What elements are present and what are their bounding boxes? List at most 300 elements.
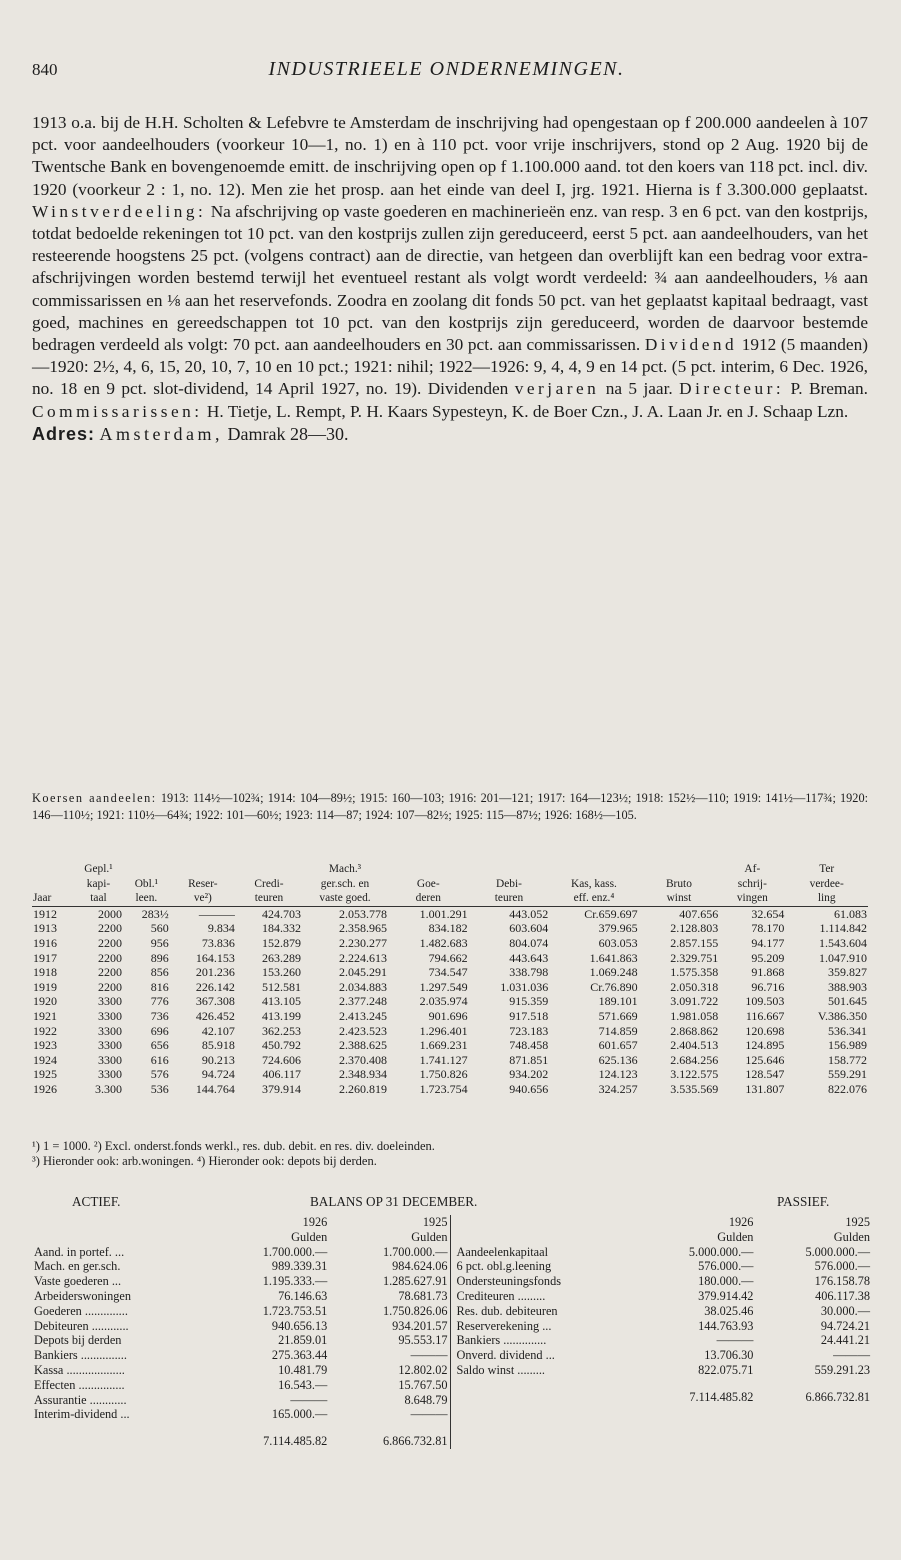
amount-1926: 5.000.000.— <box>688 1244 754 1259</box>
column-header <box>32 862 74 877</box>
passief-row <box>455 1363 873 1378</box>
table-cell: 120.698 <box>745 1023 785 1038</box>
amount-1926: 940.656.13 <box>271 1318 328 1333</box>
actief-row <box>32 1378 450 1393</box>
item-label: Res. dub. debiteuren <box>456 1303 558 1318</box>
table-cell: 2200 <box>97 935 122 950</box>
table-cell: V.386.350 <box>817 1008 867 1023</box>
actief-total-row <box>32 1422 450 1449</box>
table-row <box>32 1082 868 1097</box>
table-row <box>32 1053 868 1068</box>
table-cell: 379.914 <box>262 1081 302 1096</box>
share-prices-label: Koersen aandeelen: <box>32 791 157 805</box>
table-cell: 152.879 <box>262 935 302 950</box>
table-row <box>32 980 868 995</box>
column-header: vingen <box>736 892 768 905</box>
column-header: teuren <box>254 892 284 905</box>
table-cell: 2.053.778 <box>302 906 388 921</box>
amount-1925: 1.750.826.06 <box>382 1303 448 1318</box>
table-cell: 1917 <box>33 950 57 965</box>
note-line: ¹) 1 = 1000. ²) Excl. onderst.fonds werkl., res. dub. debit. en res. div. doeleinden. <box>32 1139 435 1153</box>
actief-label: ACTIEF. <box>72 1194 121 1209</box>
table-cell: 2.230.277 <box>338 935 387 950</box>
table-row <box>32 1024 868 1039</box>
item-label: Aand. in portef. ... <box>34 1244 125 1259</box>
blank-cell <box>455 1378 639 1405</box>
column-header: ve²) <box>193 892 212 905</box>
column-header: Af- <box>744 863 761 875</box>
column-header: Reser- <box>188 877 218 890</box>
table-row <box>32 1009 868 1024</box>
actief-row <box>32 1348 450 1363</box>
table-cell: Cr.659.697 <box>549 906 638 921</box>
total-1925: 6.866.732.81 <box>805 1389 870 1404</box>
table-cell: 283½ <box>123 906 170 921</box>
amount-1925: 30.000.— <box>820 1303 870 1318</box>
table-cell: 1918 <box>33 965 57 980</box>
column-header <box>549 862 638 877</box>
table-cell: 1924 <box>33 1052 57 1067</box>
table-cell: 560 <box>150 921 169 936</box>
column-header <box>32 877 74 892</box>
directeur-text: P. Breman. <box>790 379 868 399</box>
table-cell: 2.358.965 <box>338 921 387 936</box>
table-cell: 2.404.513 <box>670 1038 719 1053</box>
table-cell: 1.114.842 <box>819 921 867 936</box>
unit-header: Gulden <box>291 1229 328 1244</box>
column-header: vaste goed. <box>319 892 371 905</box>
table-cell: 2.050.318 <box>670 979 719 994</box>
table-cell: 896 <box>150 950 169 965</box>
amount-1925: 15.767.50 <box>398 1377 448 1392</box>
table-cell: 226.142 <box>195 979 235 994</box>
table-cell: 736 <box>150 1008 169 1023</box>
table-cell: 158.772 <box>828 1052 867 1067</box>
amount-1925: 934.201.57 <box>392 1318 448 1333</box>
amount-1925: 176.158.78 <box>814 1274 870 1289</box>
column-header: Credi- <box>254 877 284 890</box>
year-header: 1926 <box>728 1215 754 1229</box>
amount-1926: 144.763.93 <box>698 1318 754 1333</box>
amount-1926: 76.146.63 <box>278 1288 328 1303</box>
statistics-body <box>32 906 868 1096</box>
column-header <box>639 862 720 877</box>
column-header <box>236 862 302 877</box>
blank-cell <box>32 1422 209 1449</box>
table-cell: 1920 <box>33 994 57 1009</box>
table-cell: 1.575.358 <box>670 965 719 980</box>
item-label: Bankiers .............. <box>456 1333 547 1348</box>
page-header <box>32 58 861 88</box>
amount-1926: 1.195.333.— <box>262 1274 328 1289</box>
winstverdeeling-label: Winstverdeeling: <box>32 201 207 221</box>
table-cell: 856 <box>150 965 169 980</box>
year-header-row <box>32 1215 450 1230</box>
item-label: Reserverekening ... <box>456 1318 552 1333</box>
balance-title: BALANS OP 31 DECEMBER. <box>310 1194 478 1209</box>
table-cell: 1.296.401 <box>419 1023 468 1038</box>
body-text <box>32 112 868 445</box>
table-cell: 1.031.036 <box>500 979 549 994</box>
table-cell: 2000 <box>74 906 123 921</box>
table-cell: 116.667 <box>745 1008 785 1023</box>
table-cell: 1.543.604 <box>819 935 867 950</box>
table-cell: 1913 <box>33 921 57 936</box>
table-cell: 85.918 <box>201 1038 235 1053</box>
column-header: Gepl.¹ <box>84 863 113 875</box>
amount-1925: 94.724.21 <box>820 1318 870 1333</box>
table-cell: 1925 <box>33 1067 57 1082</box>
actief-row <box>32 1407 450 1422</box>
table-cell: 2.045.291 <box>338 965 387 980</box>
table-cell: 616 <box>150 1052 169 1067</box>
item-label: Saldo winst ......... <box>456 1362 545 1377</box>
table-cell: 625.136 <box>598 1052 638 1067</box>
passief-row <box>455 1289 873 1304</box>
amount-1925: 576.000.— <box>814 1259 870 1274</box>
actief-row <box>32 1304 450 1319</box>
passief-table <box>455 1215 873 1405</box>
table-cell: 2.348.934 <box>338 1067 387 1082</box>
table-cell: 388.903 <box>828 979 867 994</box>
table-cell: 443.052 <box>469 906 550 921</box>
table-cell: 1916 <box>33 935 57 950</box>
table-cell: 804.074 <box>509 935 549 950</box>
item-label: Assurantie ............ <box>34 1392 127 1407</box>
amount-1925: ——— <box>833 1348 870 1363</box>
table-cell: 748.458 <box>509 1038 549 1053</box>
unit-header: Gulden <box>717 1229 754 1244</box>
dividend-text: 1912 (5 maanden)—1920: 2½, 4, 6, 15, 20, 10, 7, 10 en 10 pct.; 1921: nihil; 1922—1926: 9, 4, 4, 9 en 14 pct. (5 pct. interim, 6 Dec. 1926, no. 18 en 9 pct. slot-dividend, 14 April 1927, no. 19). <box>32 335 868 399</box>
table-cell: 2.370.408 <box>338 1052 387 1067</box>
table-cell: 1.047.910 <box>819 950 867 965</box>
column-header: Kas, kass. <box>571 877 617 890</box>
table-cell: 1.482.683 <box>419 935 468 950</box>
table-cell: 144.764 <box>195 1081 235 1096</box>
table-cell: 724.606 <box>262 1052 302 1067</box>
amount-1926: 21.859.01 <box>278 1333 328 1348</box>
amount-1925: 559.291.23 <box>814 1362 870 1377</box>
table-cell: 96.716 <box>751 979 785 994</box>
table-cell: 3.535.569 <box>670 1081 719 1096</box>
total-1925: 6.866.732.81 <box>382 1434 448 1449</box>
table-cell: 2.423.523 <box>338 1023 387 1038</box>
table-cell: 3300 <box>97 994 122 1009</box>
item-label: Goederen .............. <box>34 1303 128 1318</box>
table-cell: 367.308 <box>195 994 235 1009</box>
column-header: Ter <box>819 863 835 875</box>
table-cell: 2200 <box>97 979 122 994</box>
table-cell: 94.177 <box>751 935 785 950</box>
table-cell: 1.069.248 <box>589 965 638 980</box>
passief-row <box>455 1348 873 1363</box>
table-cell: 1.981.058 <box>670 1008 719 1023</box>
emission-text: 1913 o.a. bij de H.H. Scholten & Lefebvre te Amsterdam de inschrijving had opengestaan op f 200.000 aandeelen à 107 pct. voor aandeelhouders (voorkeur 10—1, no. 1) en à 110 pct. voor vrije inschrijvers, stond op 2 Aug. 1920 bij de Twentsche Bank en bovengenoemde emitt. de inschrijving open op f 1.100.000 aand. tot den koers van 118 pct. incl. div. 1920 (voorkeur 2 : 1, no. 12). Men zie het prosp. aan het einde van deel I, jrg. 1921. Hierna is f 3.300.000 geplaatst. <box>32 113 868 199</box>
table-cell: 1.741.127 <box>419 1052 468 1067</box>
table-cell: 32.654 <box>719 906 785 921</box>
column-header <box>123 862 170 877</box>
unit-header: Gulden <box>833 1229 870 1244</box>
column-header <box>170 862 236 877</box>
table-cell: 263.289 <box>262 950 302 965</box>
amount-1926: 13.706.30 <box>704 1348 754 1363</box>
table-cell: 3300 <box>97 1038 122 1053</box>
item-label: Debiteuren ............ <box>34 1318 129 1333</box>
table-row <box>32 906 868 921</box>
passief-row <box>455 1304 873 1319</box>
table-cell: 940.656 <box>509 1081 549 1096</box>
item-label: Kassa ................... <box>34 1362 125 1377</box>
table-cell: 536 <box>150 1081 169 1096</box>
table-cell: 601.657 <box>598 1038 638 1053</box>
column-header: schrij- <box>737 877 767 890</box>
amount-1926: ——— <box>290 1392 328 1407</box>
table-cell: 42.107 <box>201 1023 235 1038</box>
blank-cell <box>455 1215 639 1230</box>
column-header: Goe- <box>416 877 440 890</box>
amount-1925: 5.000.000.— <box>805 1244 870 1259</box>
column-header: winst <box>666 892 692 905</box>
statistics-header <box>32 862 868 906</box>
statistics-header-row <box>32 891 868 906</box>
table-cell: Cr.76.890 <box>590 979 638 994</box>
amount-1926: 180.000.— <box>698 1274 754 1289</box>
table-cell: 2.034.883 <box>338 979 387 994</box>
passief-row <box>455 1245 873 1260</box>
column-header: Jaar <box>33 892 52 905</box>
amount-1925: 24.441.21 <box>820 1333 870 1348</box>
amount-1926: 10.481.79 <box>278 1362 328 1377</box>
table-cell: 915.359 <box>509 994 549 1009</box>
actief-row <box>32 1363 450 1378</box>
amount-1926: 822.075.71 <box>698 1362 754 1377</box>
table-cell: 3.091.722 <box>670 994 719 1009</box>
table-cell: 1.001.291 <box>388 906 469 921</box>
year-header-row <box>455 1215 873 1230</box>
address-line <box>32 423 868 445</box>
verjaren-prefix: Dividenden <box>427 379 509 399</box>
item-label: Depots bij derden <box>34 1333 122 1348</box>
passief-row <box>455 1333 873 1348</box>
total-1926: 7.114.485.82 <box>263 1434 328 1449</box>
item-label: Mach. en ger.sch. <box>34 1259 121 1274</box>
table-cell: 2.388.625 <box>338 1038 387 1053</box>
table-cell: 1912 <box>32 906 74 921</box>
table-cell: 956 <box>150 935 169 950</box>
amount-1926: 379.914.42 <box>698 1288 754 1303</box>
table-cell: 450.792 <box>262 1038 302 1053</box>
column-header: taal <box>90 892 107 905</box>
item-label: Interim-dividend ... <box>34 1407 130 1422</box>
table-cell: 603.053 <box>598 935 638 950</box>
actief-table <box>32 1215 450 1449</box>
blank-cell <box>32 1230 209 1245</box>
table-cell: 1921 <box>33 1008 57 1023</box>
table-cell: 406.117 <box>262 1067 302 1082</box>
table-cell: 2200 <box>97 921 122 936</box>
table-cell: 1.641.863 <box>589 950 638 965</box>
running-title: INDUSTRIEELE ONDERNEMINGEN. <box>268 58 625 80</box>
table-cell: 131.807 <box>745 1081 785 1096</box>
table-cell: 424.703 <box>236 906 302 921</box>
item-label: Aandeelenkapitaal <box>456 1244 548 1259</box>
table-cell: 73.836 <box>201 935 235 950</box>
table-cell: ——— <box>170 906 236 921</box>
table-cell: 559.291 <box>828 1067 867 1082</box>
item-label: Bankiers ............... <box>34 1348 127 1363</box>
column-header: eff. enz.⁴ <box>573 892 615 905</box>
actief-row <box>32 1245 450 1260</box>
table-cell: 95.209 <box>751 950 785 965</box>
table-cell: 78.170 <box>751 921 785 936</box>
note-line: ³) Hieronder ook: arb.woningen. ⁴) Hieronder ook: depots bij derden. <box>32 1154 377 1169</box>
amount-1925: 1.285.627.91 <box>382 1274 448 1289</box>
column-header: ger.sch. en <box>320 877 370 890</box>
share-prices-text: 1913: 114½—102¾; 1914: 104—89½; 1915: 160—103; 1916: 201—121; 1917: 164—123½; 1918: 152½—110; 1919: 141½—117¾; 1920: 146—110½; 1921: 110½—64¾; 1922: 101—60½; 1923: 114—87; 1924: 107—82½; 1925: 115—87½; 1926: 168½—105. <box>32 791 869 823</box>
amount-1926: 1.700.000.— <box>262 1244 328 1259</box>
unit-header-row <box>32 1230 450 1245</box>
table-cell: 2.868.862 <box>670 1023 719 1038</box>
table-cell: 571.669 <box>598 1008 638 1023</box>
column-header: deren <box>415 892 441 905</box>
table-cell: 9.834 <box>207 921 235 936</box>
column-header: leen. <box>135 892 158 905</box>
unit-header-row <box>455 1230 873 1245</box>
table-row <box>32 951 868 966</box>
table-cell: 125.646 <box>745 1052 785 1067</box>
amount-1925: ——— <box>410 1407 448 1422</box>
item-label: Crediteuren ......... <box>456 1288 546 1303</box>
address-label: Adres: <box>32 423 96 444</box>
table-cell: 2.329.751 <box>670 950 719 965</box>
amount-1925: 8.648.79 <box>404 1392 448 1407</box>
year-header: 1925 <box>845 1215 870 1229</box>
item-label: Ondersteuningsfonds <box>456 1274 562 1289</box>
unit-header: Gulden <box>411 1229 448 1244</box>
blank-cell <box>32 1215 209 1230</box>
table-cell: 834.182 <box>428 921 468 936</box>
table-cell: 3300 <box>97 1067 122 1082</box>
table-cell: 189.101 <box>598 994 638 1009</box>
table-row <box>32 1038 868 1053</box>
table-cell: 917.518 <box>509 1008 549 1023</box>
passief-row <box>455 1259 873 1274</box>
table-cell: 1.297.549 <box>419 979 468 994</box>
table-cell: 184.332 <box>262 921 302 936</box>
actief-row <box>32 1289 450 1304</box>
table-cell: 90.213 <box>201 1052 235 1067</box>
table-cell: 1919 <box>33 979 57 994</box>
table-cell: 109.503 <box>745 994 785 1009</box>
table-cell: 2.413.245 <box>338 1008 387 1023</box>
year-header: 1925 <box>422 1215 448 1229</box>
column-header <box>469 862 550 877</box>
table-cell: 407.656 <box>639 906 720 921</box>
passief-row <box>455 1319 873 1334</box>
table-cell: 1.750.826 <box>419 1067 468 1082</box>
table-cell: 934.202 <box>509 1067 549 1082</box>
table-cell: 576 <box>150 1067 169 1082</box>
address-city: Amsterdam, <box>99 423 223 444</box>
blank-cell <box>455 1230 639 1245</box>
statistics-table <box>32 862 868 1097</box>
column-header: ling <box>817 892 836 905</box>
actief-row <box>32 1333 450 1348</box>
table-cell: 3300 <box>97 1008 122 1023</box>
actief-row <box>32 1319 450 1334</box>
table-cell: 124.123 <box>598 1067 638 1082</box>
table-cell: 822.076 <box>828 1081 867 1096</box>
table-row <box>32 994 868 1009</box>
table-row <box>32 936 868 951</box>
statistics-header-row <box>32 862 868 877</box>
table-cell: 2.224.613 <box>338 950 387 965</box>
amount-1925: ——— <box>410 1348 448 1363</box>
table-cell: 2200 <box>97 965 122 980</box>
amount-1926: ——— <box>716 1333 754 1348</box>
column-header <box>388 862 469 877</box>
amount-1925: 1.700.000.— <box>382 1244 448 1259</box>
table-cell: 3.122.575 <box>670 1067 719 1082</box>
amount-1926: 165.000.— <box>271 1407 328 1422</box>
table-cell: 501.645 <box>828 994 867 1009</box>
dividend-label: Dividend <box>644 335 738 355</box>
balance-header <box>32 1195 868 1215</box>
table-cell: 723.183 <box>509 1023 549 1038</box>
verjaren-text: na 5 jaar. <box>605 379 673 399</box>
table-cell: 3300 <box>97 1052 122 1067</box>
table-cell: 124.895 <box>745 1038 785 1053</box>
table-cell: 362.253 <box>262 1023 302 1038</box>
statistics-header-row <box>32 877 868 892</box>
table-cell: 1923 <box>33 1038 57 1053</box>
directeur-label: Directeur: <box>679 379 785 399</box>
column-header: Debi- <box>495 877 522 890</box>
commissarissen-text: H. Tietje, L. Rempt, P. H. Kaars Sypesteyn, K. de Boer Czn., J. A. Laan Jr. en J. Schaap Lzn. <box>206 401 849 421</box>
item-label: Vaste goederen ... <box>34 1274 122 1289</box>
actief-column <box>32 1215 451 1449</box>
item-label: Effecten ............... <box>34 1377 125 1392</box>
commissarissen-label: Commissarissen: <box>32 401 203 421</box>
column-header: Mach.³ <box>328 863 362 875</box>
table-row <box>32 921 868 936</box>
year-header: 1926 <box>302 1215 328 1229</box>
table-cell: 359.827 <box>828 965 867 980</box>
table-cell: 734.547 <box>428 965 468 980</box>
amount-1926: 38.025.46 <box>704 1303 754 1318</box>
table-cell: 156.989 <box>828 1038 867 1053</box>
share-prices <box>32 790 868 825</box>
table-cell: 536.341 <box>828 1023 867 1038</box>
table-cell: 1926 <box>33 1081 57 1096</box>
table-cell: 696 <box>150 1023 169 1038</box>
table-cell: 2.377.248 <box>338 994 387 1009</box>
item-label: 6 pct. obl.g.leening <box>456 1259 552 1274</box>
table-cell: 2.260.819 <box>338 1081 387 1096</box>
amount-1925: 12.802.02 <box>398 1362 448 1377</box>
table-cell: 1.669.231 <box>419 1038 468 1053</box>
table-cell: 3300 <box>97 1023 122 1038</box>
table-row <box>32 965 868 980</box>
table-cell: 901.696 <box>428 1008 468 1023</box>
amount-1925: 95.553.17 <box>398 1333 448 1348</box>
table-cell: 2.128.803 <box>670 921 719 936</box>
column-header: kapi- <box>86 877 111 890</box>
address-street: Damrak 28—30. <box>227 423 349 444</box>
table-cell: 794.662 <box>428 950 468 965</box>
table-cell: 201.236 <box>195 965 235 980</box>
passief-column <box>451 1215 869 1449</box>
